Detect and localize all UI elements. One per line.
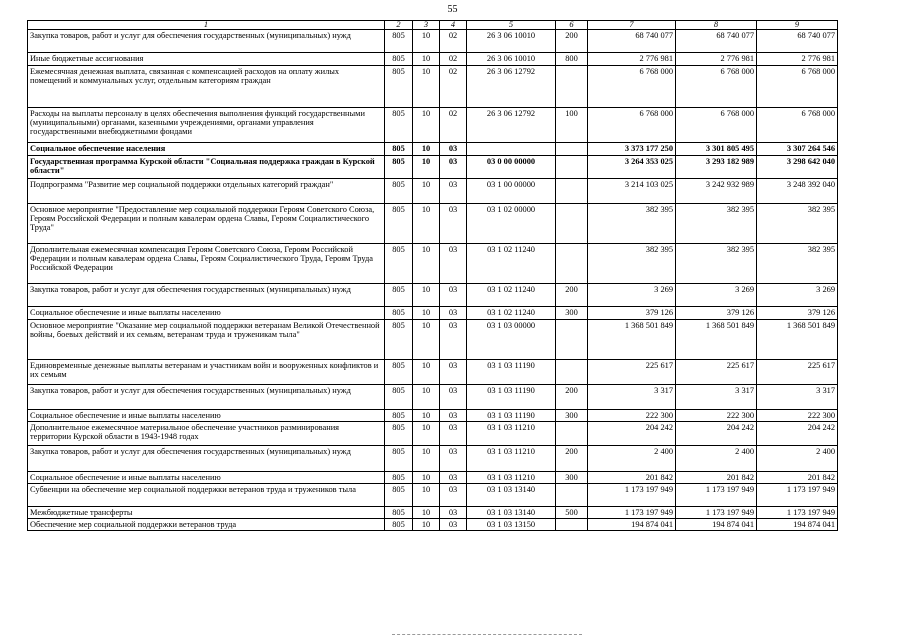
subsection-code: 02 [440, 53, 467, 66]
expense-type-code [556, 244, 588, 284]
ministry-code: 805 [385, 446, 413, 472]
amount-year-2: 2 776 981 [676, 53, 757, 66]
expense-type-code [556, 143, 588, 156]
section-code: 10 [413, 385, 440, 410]
target-article-code: 03 1 03 11210 [467, 446, 556, 472]
amount-year-3: 2 400 [757, 446, 838, 472]
amount-year-2: 3 293 182 989 [676, 156, 757, 179]
amount-year-1: 3 373 177 250 [588, 143, 676, 156]
amount-year-1: 2 400 [588, 446, 676, 472]
amount-year-1: 3 317 [588, 385, 676, 410]
column-number: 8 [676, 21, 757, 30]
row-name: Закупка товаров, работ и услуг для обеспечения государственных (муниципальных) нужд [28, 385, 385, 410]
amount-year-3: 3 317 [757, 385, 838, 410]
table-row [28, 446, 838, 472]
amount-year-2: 222 300 [676, 410, 757, 422]
expense-type-code [556, 156, 588, 179]
expense-type-code [556, 179, 588, 204]
amount-year-2: 204 242 [676, 422, 757, 446]
ministry-code: 805 [385, 284, 413, 307]
row-name: Дополнительная ежемесячная компенсация Героям Советского Союза, Героям Российской Федерации и полным кавалерам ордена Славы, Героям Социалистического Труда, Героям Труда Российской Федерации [28, 244, 385, 284]
section-code: 10 [413, 422, 440, 446]
amount-year-3: 382 395 [757, 244, 838, 284]
ministry-code: 805 [385, 53, 413, 66]
amount-year-2: 382 395 [676, 204, 757, 244]
amount-year-3: 204 242 [757, 422, 838, 446]
amount-year-2: 379 126 [676, 307, 757, 320]
amount-year-1: 222 300 [588, 410, 676, 422]
expense-type-code: 200 [556, 385, 588, 410]
expense-type-code [556, 422, 588, 446]
ministry-code: 805 [385, 156, 413, 179]
row-name: Единовременные денежные выплаты ветеранам и участникам войн и вооруженных конфликтов и их семьям [28, 360, 385, 385]
target-article-code: 03 1 03 00000 [467, 320, 556, 360]
table-row [28, 108, 838, 143]
section-code: 10 [413, 410, 440, 422]
row-name: Ежемесячная денежная выплата, связанная с компенсацией расходов на оплату жилых помещений и коммунальных услуг, отдельным категориям граждан [28, 66, 385, 108]
amount-year-1: 6 768 000 [588, 108, 676, 143]
column-number: 5 [467, 21, 556, 30]
ministry-code: 805 [385, 108, 413, 143]
ministry-code: 805 [385, 385, 413, 410]
expense-type-code: 100 [556, 108, 588, 143]
table-row [28, 472, 838, 484]
amount-year-2: 1 173 197 949 [676, 484, 757, 507]
amount-year-1: 382 395 [588, 244, 676, 284]
subsection-code: 03 [440, 410, 467, 422]
row-name: Социальное обеспечение и иные выплаты населению [28, 472, 385, 484]
budget-table [27, 20, 838, 531]
amount-year-3: 1 368 501 849 [757, 320, 838, 360]
table-row [28, 204, 838, 244]
section-code: 10 [413, 307, 440, 320]
amount-year-2: 225 617 [676, 360, 757, 385]
amount-year-1: 68 740 077 [588, 30, 676, 53]
table-row [28, 385, 838, 410]
amount-year-3: 379 126 [757, 307, 838, 320]
target-article-code: 03 1 03 11210 [467, 422, 556, 446]
section-code: 10 [413, 30, 440, 53]
ministry-code: 805 [385, 360, 413, 385]
amount-year-3: 222 300 [757, 410, 838, 422]
section-code: 10 [413, 108, 440, 143]
expense-type-code [556, 484, 588, 507]
expense-type-code: 200 [556, 284, 588, 307]
table-row [28, 244, 838, 284]
table-row [28, 179, 838, 204]
target-article-code: 26 3 06 10010 [467, 30, 556, 53]
amount-year-1: 225 617 [588, 360, 676, 385]
section-code: 10 [413, 472, 440, 484]
target-article-code: 03 1 02 11240 [467, 284, 556, 307]
row-name: Основное мероприятие "Предоставление мер социальной поддержки Героям Советского Союза, Героям Российской Федерации и полным кавалерам ордена Славы, Героям Социалистического Труда" [28, 204, 385, 244]
amount-year-3: 194 874 041 [757, 519, 838, 531]
amount-year-3: 68 740 077 [757, 30, 838, 53]
subsection-code: 03 [440, 360, 467, 385]
amount-year-3: 225 617 [757, 360, 838, 385]
row-name: Государственная программа Курской области "Социальная поддержка граждан в Курской области" [28, 156, 385, 179]
amount-year-2: 382 395 [676, 244, 757, 284]
target-article-code: 03 0 00 00000 [467, 156, 556, 179]
target-article-code: 03 1 03 13140 [467, 484, 556, 507]
target-article-code: 26 3 06 10010 [467, 53, 556, 66]
ministry-code: 805 [385, 484, 413, 507]
section-code: 10 [413, 244, 440, 284]
target-article-code: 03 1 03 11190 [467, 410, 556, 422]
column-number: 6 [556, 21, 588, 30]
amount-year-2: 3 317 [676, 385, 757, 410]
ministry-code: 805 [385, 244, 413, 284]
table-row [28, 307, 838, 320]
row-name: Основное мероприятие "Оказание мер социальной поддержки ветеранам Великой Отечественной войны, боевых действий и их семьям, ветеранам труда и труженикам тыла" [28, 320, 385, 360]
subsection-code: 03 [440, 519, 467, 531]
subsection-code: 03 [440, 284, 467, 307]
amount-year-1: 3 264 353 025 [588, 156, 676, 179]
expense-type-code: 800 [556, 53, 588, 66]
expense-type-code: 200 [556, 446, 588, 472]
amount-year-2: 68 740 077 [676, 30, 757, 53]
subsection-code: 03 [440, 484, 467, 507]
table-row [28, 410, 838, 422]
amount-year-1: 1 173 197 949 [588, 484, 676, 507]
amount-year-2: 201 842 [676, 472, 757, 484]
expense-type-code [556, 360, 588, 385]
section-code: 10 [413, 507, 440, 519]
subsection-code: 03 [440, 143, 467, 156]
amount-year-1: 2 776 981 [588, 53, 676, 66]
amount-year-3: 1 173 197 949 [757, 507, 838, 519]
target-article-code: 03 1 03 11210 [467, 472, 556, 484]
ministry-code: 805 [385, 472, 413, 484]
row-name: Социальное обеспечение и иные выплаты населению [28, 410, 385, 422]
row-name: Закупка товаров, работ и услуг для обеспечения государственных (муниципальных) нужд [28, 30, 385, 53]
amount-year-2: 3 242 932 989 [676, 179, 757, 204]
subsection-code: 02 [440, 30, 467, 53]
scan-artifact [392, 634, 582, 637]
amount-year-1: 1 368 501 849 [588, 320, 676, 360]
amount-year-2: 3 301 805 495 [676, 143, 757, 156]
amount-year-2: 2 400 [676, 446, 757, 472]
amount-year-1: 204 242 [588, 422, 676, 446]
amount-year-2: 1 173 197 949 [676, 507, 757, 519]
amount-year-1: 201 842 [588, 472, 676, 484]
column-number: 2 [385, 21, 413, 30]
amount-year-1: 379 126 [588, 307, 676, 320]
ministry-code: 805 [385, 307, 413, 320]
column-number: 9 [757, 21, 838, 30]
row-name: Социальное обеспечение населения [28, 143, 385, 156]
row-name: Обеспечение мер социальной поддержки ветеранов труда [28, 519, 385, 531]
section-code: 10 [413, 484, 440, 507]
amount-year-3: 382 395 [757, 204, 838, 244]
amount-year-1: 382 395 [588, 204, 676, 244]
target-article-code: 03 1 03 13150 [467, 519, 556, 531]
expense-type-code: 300 [556, 307, 588, 320]
subsection-code: 03 [440, 507, 467, 519]
page-number: 55 [447, 4, 458, 15]
column-number: 7 [588, 21, 676, 30]
subsection-code: 03 [440, 385, 467, 410]
subsection-code: 03 [440, 156, 467, 179]
amount-year-1: 3 214 103 025 [588, 179, 676, 204]
row-name: Субвенции на обеспечение мер социальной поддержки ветеранов труда и тружеников тыла [28, 484, 385, 507]
section-code: 10 [413, 66, 440, 108]
expense-type-code: 500 [556, 507, 588, 519]
ministry-code: 805 [385, 320, 413, 360]
expense-type-code: 300 [556, 410, 588, 422]
subsection-code: 03 [440, 307, 467, 320]
section-code: 10 [413, 446, 440, 472]
row-name: Закупка товаров, работ и услуг для обеспечения государственных (муниципальных) нужд [28, 446, 385, 472]
section-code: 10 [413, 53, 440, 66]
ministry-code: 805 [385, 30, 413, 53]
target-article-code: 03 1 02 11240 [467, 307, 556, 320]
table-row [28, 507, 838, 519]
target-article-code: 26 3 06 12792 [467, 66, 556, 108]
table-row [28, 156, 838, 179]
amount-year-2: 6 768 000 [676, 66, 757, 108]
expense-type-code [556, 204, 588, 244]
subsection-code: 03 [440, 422, 467, 446]
expense-type-code [556, 320, 588, 360]
ministry-code: 805 [385, 519, 413, 531]
expense-type-code: 300 [556, 472, 588, 484]
row-name: Дополнительное ежемесячное материальное обеспечение участников разминирования территории Курской области в 1943-1948 годах [28, 422, 385, 446]
target-article-code: 26 3 06 12792 [467, 108, 556, 143]
amount-year-2: 3 269 [676, 284, 757, 307]
amount-year-3: 1 173 197 949 [757, 484, 838, 507]
expense-type-code [556, 519, 588, 531]
amount-year-2: 194 874 041 [676, 519, 757, 531]
amount-year-3: 6 768 000 [757, 108, 838, 143]
section-code: 10 [413, 519, 440, 531]
subsection-code: 03 [440, 244, 467, 284]
subsection-code: 03 [440, 179, 467, 204]
row-name: Закупка товаров, работ и услуг для обеспечения государственных (муниципальных) нужд [28, 284, 385, 307]
amount-year-3: 3 298 642 040 [757, 156, 838, 179]
table-row [28, 422, 838, 446]
table-row [28, 484, 838, 507]
target-article-code: 03 1 03 11190 [467, 360, 556, 385]
row-name: Социальное обеспечение и иные выплаты населению [28, 307, 385, 320]
section-code: 10 [413, 204, 440, 244]
ministry-code: 805 [385, 204, 413, 244]
column-number: 4 [440, 21, 467, 30]
row-name: Подпрограмма "Развитие мер социальной поддержки отдельных категорий граждан" [28, 179, 385, 204]
amount-year-3: 3 307 264 546 [757, 143, 838, 156]
column-number-row [28, 21, 838, 30]
section-code: 10 [413, 360, 440, 385]
amount-year-3: 2 776 981 [757, 53, 838, 66]
column-number: 3 [413, 21, 440, 30]
expense-type-code [556, 66, 588, 108]
target-article-code: 03 1 03 13140 [467, 507, 556, 519]
amount-year-1: 1 173 197 949 [588, 507, 676, 519]
target-article-code [467, 143, 556, 156]
section-code: 10 [413, 156, 440, 179]
section-code: 10 [413, 143, 440, 156]
column-number: 1 [28, 21, 385, 30]
ministry-code: 805 [385, 410, 413, 422]
subsection-code: 03 [440, 320, 467, 360]
table-row [28, 360, 838, 385]
subsection-code: 03 [440, 446, 467, 472]
amount-year-1: 6 768 000 [588, 66, 676, 108]
amount-year-3: 201 842 [757, 472, 838, 484]
table-row [28, 143, 838, 156]
ministry-code: 805 [385, 143, 413, 156]
ministry-code: 805 [385, 179, 413, 204]
table-row [28, 66, 838, 108]
amount-year-3: 6 768 000 [757, 66, 838, 108]
section-code: 10 [413, 179, 440, 204]
amount-year-3: 3 269 [757, 284, 838, 307]
ministry-code: 805 [385, 66, 413, 108]
subsection-code: 03 [440, 472, 467, 484]
target-article-code: 03 1 02 00000 [467, 204, 556, 244]
amount-year-1: 194 874 041 [588, 519, 676, 531]
section-code: 10 [413, 320, 440, 360]
table-row [28, 284, 838, 307]
target-article-code: 03 1 00 00000 [467, 179, 556, 204]
target-article-code: 03 1 03 11190 [467, 385, 556, 410]
ministry-code: 805 [385, 422, 413, 446]
section-code: 10 [413, 284, 440, 307]
row-name: Межбюджетные трансферты [28, 507, 385, 519]
table-row [28, 53, 838, 66]
table-row [28, 30, 838, 53]
amount-year-2: 6 768 000 [676, 108, 757, 143]
table-row [28, 519, 838, 531]
amount-year-3: 3 248 392 040 [757, 179, 838, 204]
table-row [28, 320, 838, 360]
amount-year-1: 3 269 [588, 284, 676, 307]
subsection-code: 03 [440, 204, 467, 244]
subsection-code: 02 [440, 66, 467, 108]
row-name: Расходы на выплаты персоналу в целях обеспечения выполнения функций государственными (муниципальными) органами, казенными учреждениями, органами управления государственными внебюджетными фондами [28, 108, 385, 143]
amount-year-2: 1 368 501 849 [676, 320, 757, 360]
subsection-code: 02 [440, 108, 467, 143]
target-article-code: 03 1 02 11240 [467, 244, 556, 284]
ministry-code: 805 [385, 507, 413, 519]
row-name: Иные бюджетные ассигнования [28, 53, 385, 66]
expense-type-code: 200 [556, 30, 588, 53]
